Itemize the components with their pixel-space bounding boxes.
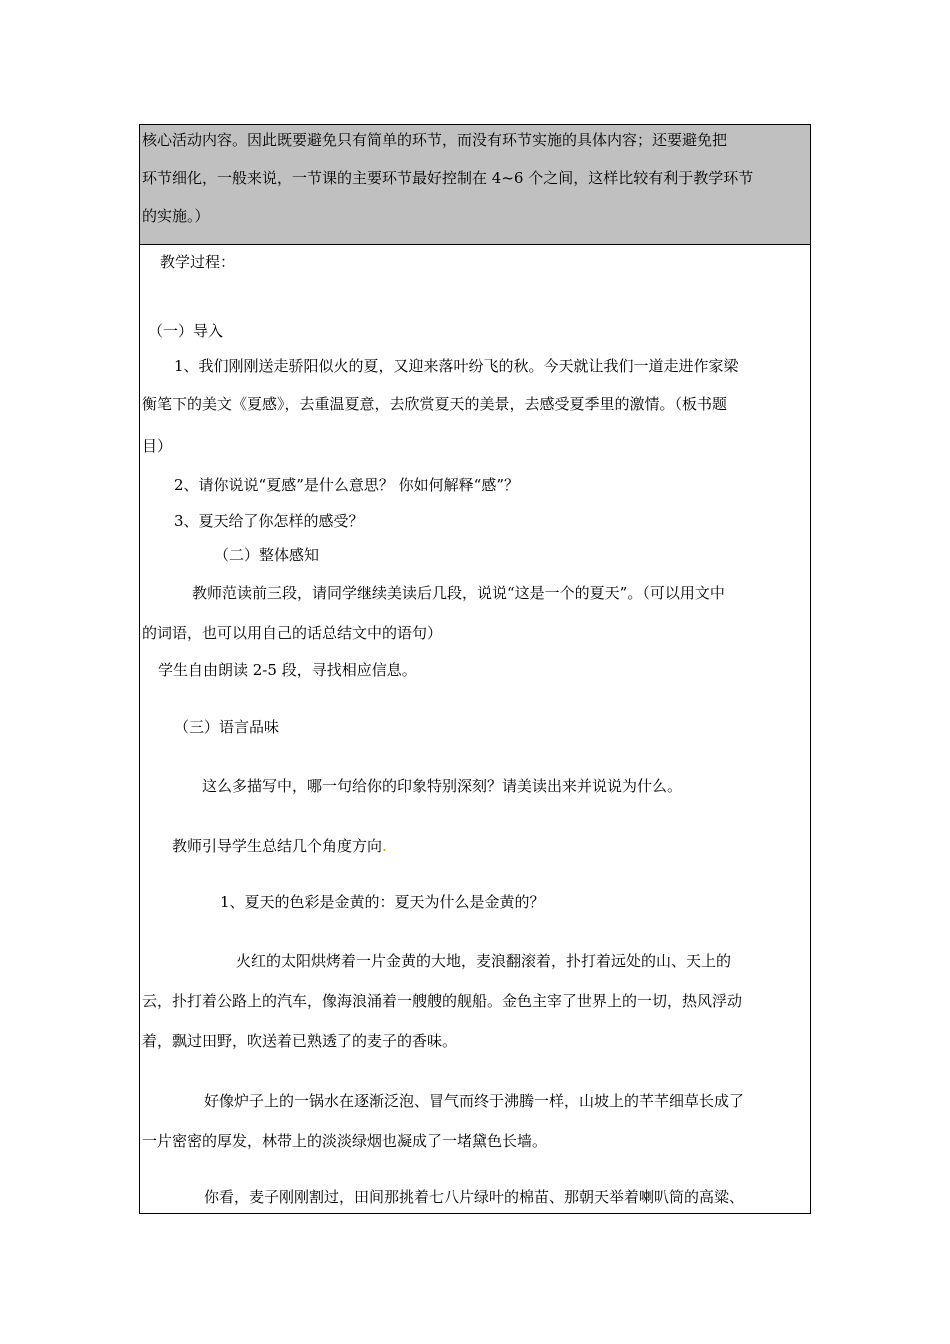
quote1-line3: 着，飘过田野，吹送着已熟透了的麦子的香味。 — [142, 1032, 458, 1050]
language-guide — [172, 836, 387, 856]
language-question: 这么多描写中，哪一句给你的印象特别深刻？请美读出来并说说为什么。 — [202, 777, 683, 795]
section-language-heading: （三）语言品味 — [174, 718, 280, 736]
section-intro-heading: （一）导入 — [148, 322, 224, 340]
quote3-line1: 你看，麦子刚刚割过，田间那挑着七八片绿叶的棉苗、那朝天举着喇叭筒的高粱、 — [204, 1188, 745, 1206]
note-line-1: 核心活动内容。因此既要避免只有简单的环节，而没有环节实施的具体内容；还要避免把 — [142, 131, 728, 149]
quote1-line1: 火红的太阳烘烤着一片金黄的大地，麦浪翻滚着，扑打着远处的山、天上的 — [236, 952, 732, 970]
process-heading: 教学过程： — [160, 253, 236, 271]
intro-item1-line1: 1、我们刚刚送走骄阳似火的夏，又迎来落叶纷飞的秋。今天就让我们一道走进作家梁 — [174, 357, 739, 375]
note-line-2: 环节细化，一般来说，一节课的主要环节最好控制在 4~6 个之间，这样比较有利于教学环节 — [142, 169, 754, 187]
note-line-3: 的实施。） — [142, 207, 210, 225]
language-point1: 1、夏天的色彩是金黄的：夏天为什么是金黄的？ — [220, 893, 545, 911]
overview-para-line1: 教师范读前三段，请同学继续美读后几段，说说“这是一个的夏天”。（可以用文中 — [192, 584, 725, 602]
intro-item1-line2: 衡笔下的美文《夏感》，去重温夏意，去欣赏夏天的美景，去感受夏季里的激情。（板书题 — [142, 395, 728, 413]
quote1-line2: 云，扑打着公路上的汽车，像海浪涌着一艘艘的舰船。金色主宰了世界上的一切，热风浮动 — [142, 992, 743, 1010]
overview-student-line: 学生自由朗读 2-5 段，寻找相应信息。 — [158, 661, 417, 679]
section-overview-heading: （二）整体感知 — [214, 546, 320, 564]
language-guide-mark: . — [382, 837, 387, 855]
lesson-table — [139, 124, 811, 1214]
intro-item2: 2、请你说说“夏感”是什么意思？ 你如何解释“感”？ — [174, 476, 519, 494]
language-guide-text: 教师引导学生总结几个角度方向 — [172, 837, 383, 855]
quote2-line2: 一片密密的厚发，林带上的淡淡绿烟也凝成了一堵黛色长墙。 — [142, 1132, 548, 1150]
shaded-note-cell — [140, 125, 810, 245]
intro-item1-line3: 目） — [142, 437, 173, 455]
overview-para-line2: 的词语，也可以用自己的话总结文中的语句） — [142, 624, 443, 642]
intro-item3: 3、夏天给了你怎样的感受？ — [174, 512, 364, 530]
quote2-line1: 好像炉子上的一锅水在逐渐泛泡、冒气而终于沸腾一样，山坡上的芊芊细草长成了 — [204, 1092, 745, 1110]
